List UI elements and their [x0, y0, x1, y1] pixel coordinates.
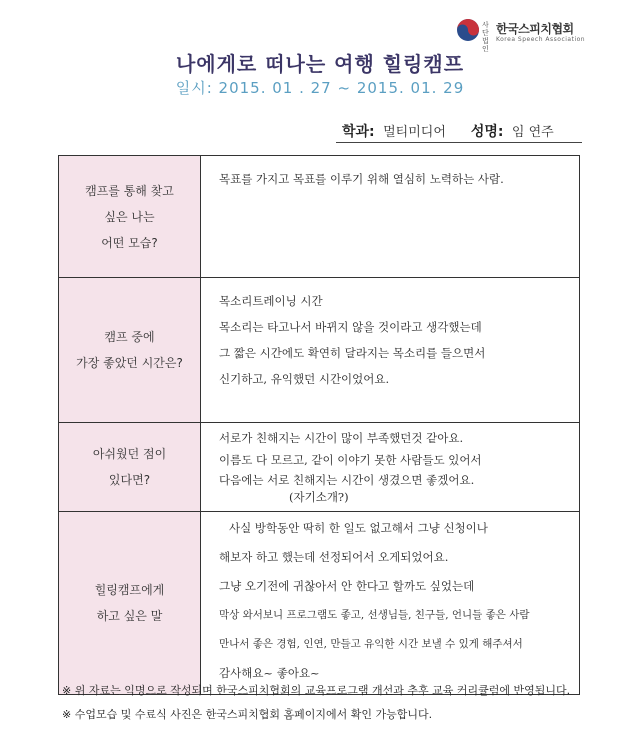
question-text: 캠프 중에 가장 좋았던 시간은? [76, 330, 183, 370]
answer-line: 목소리는 타고나서 바뀌지 않을 것이라고 생각했는데 [219, 320, 482, 334]
name-label: 성명: [470, 124, 504, 140]
answer-line: 그냥 오기전에 귀찮아서 안 한다고 할까도 싶었는데 [219, 579, 475, 593]
student-underline [336, 142, 582, 143]
answer-line: 그 짧은 시간에도 확연히 달라지는 목소리를 들으면서 [219, 346, 486, 360]
name-value: 임 연주 [511, 125, 554, 140]
answer-line: 해보자 하고 했는데 선정되어서 오게되었어요. [219, 550, 449, 564]
table-row [59, 423, 580, 512]
table-row [59, 512, 580, 695]
question-text: 캠프를 통해 찾고 싶은 나는 어떤 모습? [85, 183, 174, 250]
taegeuk-logo-icon [456, 18, 480, 42]
answer-line: 만나서 좋은 경험, 인연, 만들고 유익한 시간 보낼 수 있게 해주셔서 [219, 638, 523, 650]
answer-cell [201, 156, 580, 278]
answer-line: 서로가 친해지는 시간이 많이 부족했던것 같아요. [219, 431, 464, 445]
answer-line: 목표를 가지고 목표를 이루기 위해 열심히 노력하는 사람. [219, 172, 504, 186]
answer-line: 다음에는 서로 친해지는 시간이 생겼으면 좋겠어요. [219, 473, 475, 487]
answer-line: 이름도 다 모르고, 같이 이야기 못한 사람들도 있어서 [219, 453, 482, 467]
question-cell [59, 156, 201, 278]
org-name: 한국스피치협회 [496, 22, 574, 36]
student-info [342, 121, 554, 141]
answer-line: 목소리트레이닝 시간 [219, 294, 323, 308]
org-logo [456, 18, 626, 53]
answer-line: 막상 와서보니 프로그램도 좋고, 선생님들, 친구들, 언니들 좋은 사람 [219, 609, 530, 621]
page-title: 나에게로 떠나는 여행 힐링캠프 [175, 52, 465, 76]
question-text: 힐링캠프에게 하고 싶은 말 [94, 583, 165, 623]
table-row [59, 278, 580, 423]
answer-line: 감사해요~ 좋아요~ [219, 666, 320, 680]
footnote: ※ 위 자료는 익명으로 작성되며 한국스피치협회의 교육프로그램 개선과 추후 교육 커리큘럼에 반영됩니다. [62, 684, 571, 697]
dept-label: 학과: [342, 124, 375, 140]
question-cell [59, 512, 201, 695]
answer-line: 신기하고, 유익했던 시간이었어요. [219, 372, 390, 386]
question-cell [59, 423, 201, 512]
org-small-label: 사단법인 [482, 21, 489, 53]
event-date: 일시: 2015. 01 . 27 ~ 2015. 01. 29 [175, 79, 465, 97]
footnote: ※ 수업모습 및 수료식 사진은 한국스피치협회 홈페이지에서 확인 가능합니다. [62, 708, 433, 721]
answer-line: (자기소개?) [289, 490, 349, 504]
answer-cell [201, 423, 580, 512]
survey-table [58, 155, 580, 695]
answer-cell [201, 512, 580, 695]
dept-value: 멀티미디어 [383, 125, 446, 140]
answer-line: 사실 방학동안 딱히 한 일도 없고해서 그냥 신청이나 [229, 521, 488, 535]
table-row [59, 156, 580, 278]
question-text: 아쉬웠던 점이 있다면? [92, 447, 167, 487]
answer-cell [201, 278, 580, 423]
org-english-name: Korea Speech Association [496, 36, 586, 43]
question-cell [59, 278, 201, 423]
